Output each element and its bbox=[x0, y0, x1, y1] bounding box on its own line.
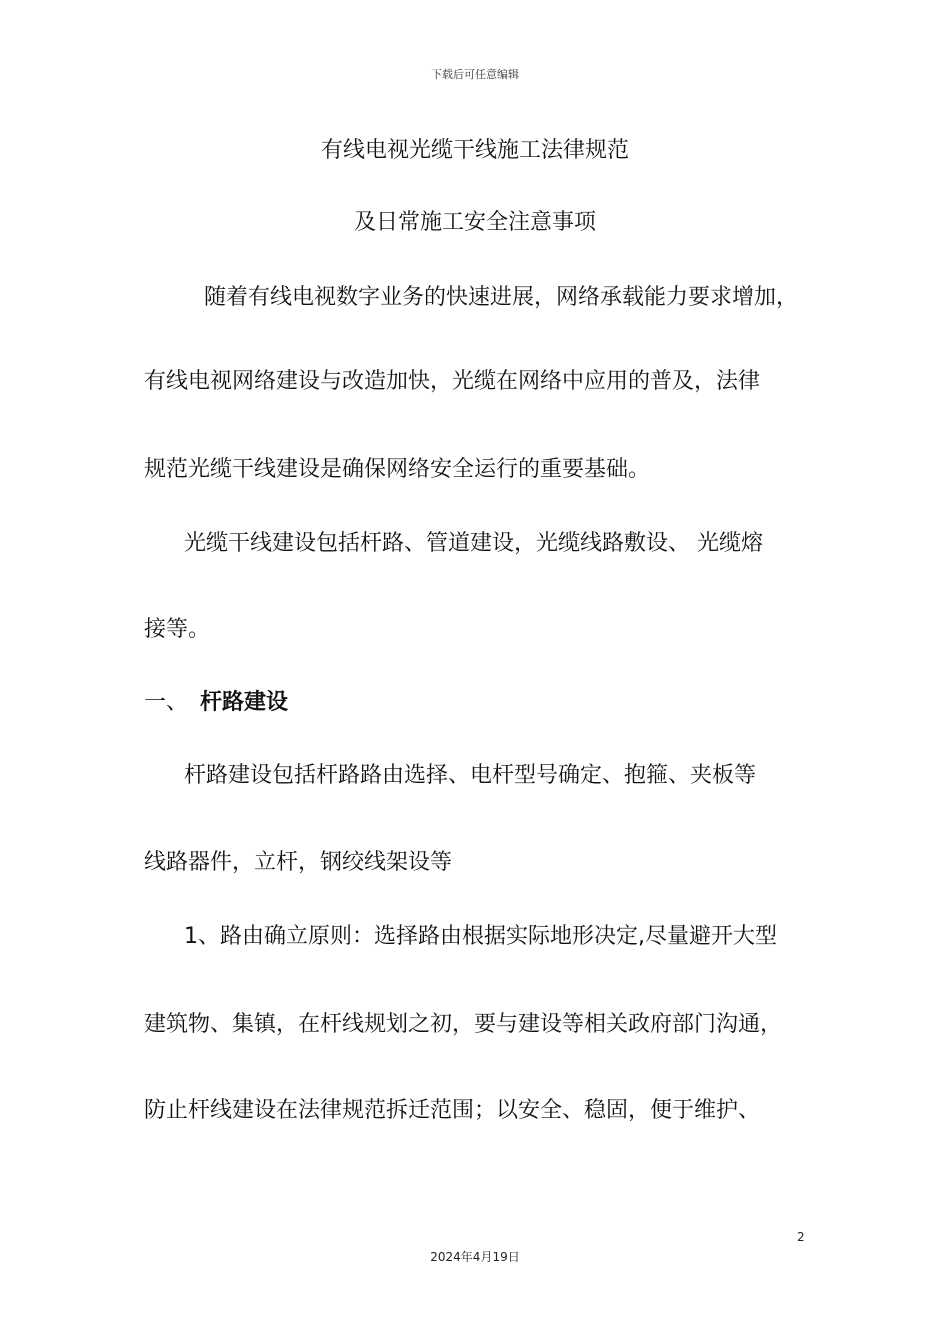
section-number: 一、 bbox=[144, 690, 189, 715]
text-line: 随着有线电视数字业务的快速进展，网络承载能力要求增加， bbox=[182, 285, 799, 310]
section-title: 杆路建设 bbox=[200, 690, 289, 715]
text-line: 规范光缆干线建设是确保网络安全运行的重要基础。 bbox=[144, 457, 651, 482]
text-line: 接等。 bbox=[144, 617, 211, 642]
document-title-line-2: 及日常施工安全注意事项 bbox=[353, 210, 596, 235]
page-number: 2 bbox=[797, 1230, 805, 1244]
text-line: 杆路建设包括杆路路由选择、电杆型号确定、抱箍、夹板等 bbox=[184, 763, 757, 788]
header-note: 下载后可任意编辑 bbox=[431, 68, 519, 81]
text-line: 有线电视网络建设与改造加快，光缆在网络中应用的普及，法律 bbox=[144, 369, 761, 394]
footer-date: 2024年4月19日 bbox=[430, 1250, 520, 1264]
document-title-line-1: 有线电视光缆干线施工法律规范 bbox=[320, 138, 629, 163]
text-line: 线路器件，立杆，钢绞线架设等 bbox=[144, 850, 453, 875]
text-line: 建筑物、集镇，在杆线规划之初，要与建设等相关政府部门沟通， bbox=[144, 1012, 783, 1037]
section-heading bbox=[144, 688, 288, 718]
text-line: 防止杆线建设在法律规范拆迁范围；以安全、稳固，便于维护、 bbox=[144, 1098, 761, 1123]
text-line: 1、路由确立原则：选择路由根据实际地形决定,尽量避开大型 bbox=[184, 924, 777, 949]
text-line: 光缆干线建设包括杆路、管道建设，光缆线路敷设、 光缆熔 bbox=[184, 531, 763, 556]
